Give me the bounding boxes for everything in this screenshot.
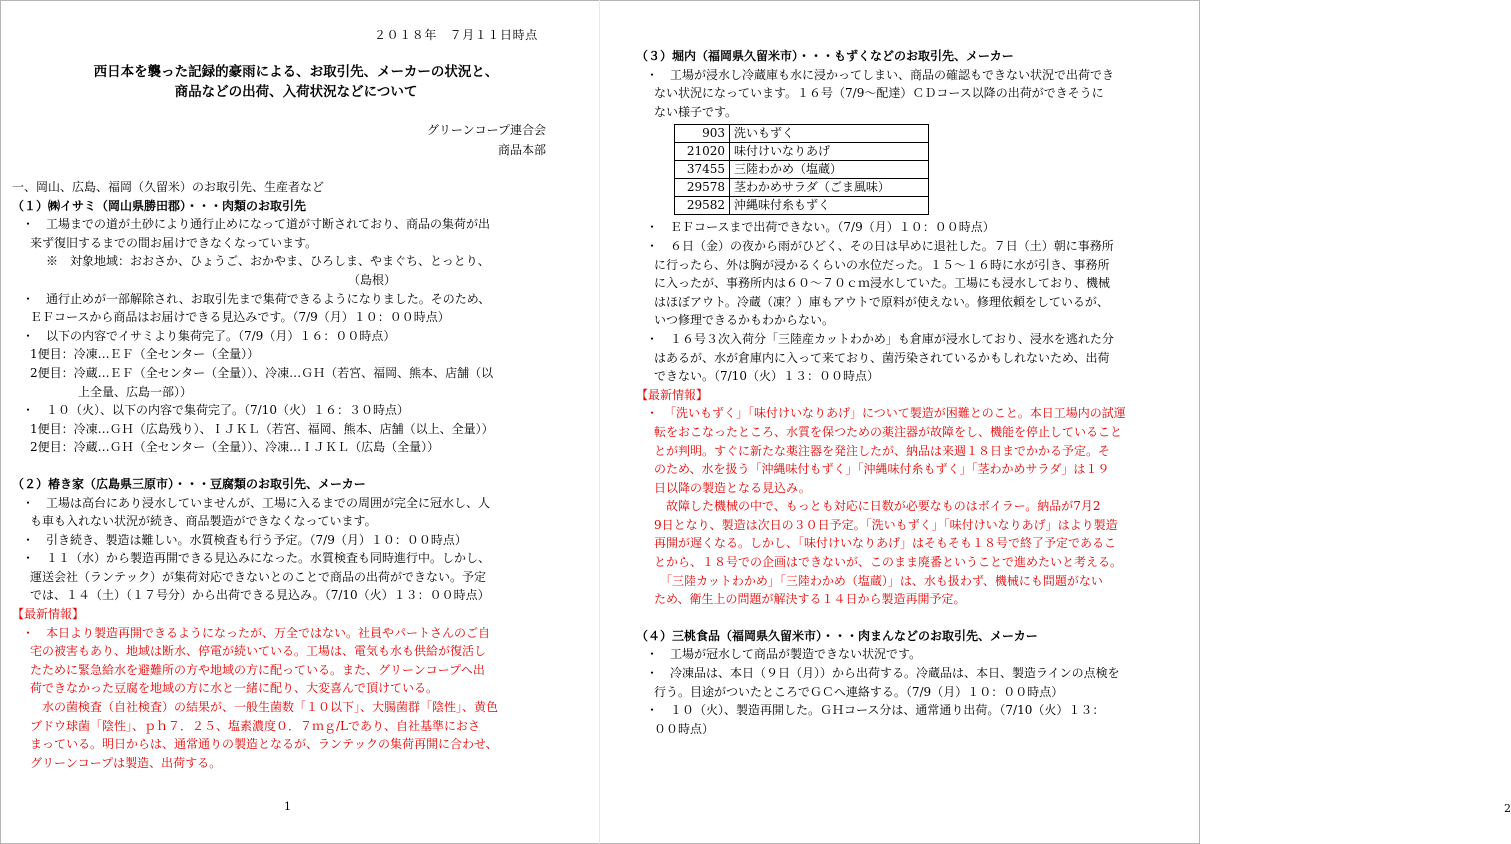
text-line: はほぼアウト。冷蔵（凍？）庫もアウトで原料が使えない。修理依頼をしているが、 <box>654 294 1109 309</box>
text-line: ＥＦコースから商品はお届けできる見込みです。（7/9（月）１０：００時点） <box>30 310 450 325</box>
spacer <box>12 457 582 475</box>
product-code: 903 <box>675 125 730 143</box>
text-line: ・ ６日（金）の夜から雨がひどく、その日は早めに退社した。７日（土）朝に事務所 <box>646 238 1114 253</box>
text-line: ・ 工場が冠水して商品が製造できない状況です。 <box>646 647 922 662</box>
text-line: とが判明。すぐに新たな薬注器を発注したが、納品は来週１８日までかかる予定。そ <box>654 443 1111 458</box>
product-table <box>674 124 929 215</box>
text-line: では、１４（土）（１７号分）から出荷できる見込み。（7/10（火）１３：００時点） <box>30 588 490 603</box>
text-line: （２）椿き家（広島県三原市）・・・豆腐類のお取引先、メーカー <box>12 476 366 491</box>
text-line: 行う。目途がついたところでＧＣへ連絡する。（7/9（月）１０：００時点） <box>654 684 1064 699</box>
text-line: ・ 本日より製造再開できるようになったが、万全ではない。社員やパートさんのご自 <box>22 625 491 640</box>
text-line: 上全量、広島一部）） <box>30 384 193 399</box>
text-line: ・ 工場が浸水し冷蔵庫も水に浸かってしまい、商品の確認もできない状況で出荷でき <box>646 67 1115 82</box>
product-name: 茎わかめサラダ（ごま風味） <box>730 179 929 197</box>
text-line: 1便目：冷凍…ＧＨ（広島残り）、ＩＪＫＬ（若宮、福岡、熊本、店舗（以上、全量）） <box>30 421 494 436</box>
title-line-1: 西日本を襲った記録的豪雨による、お取引先、メーカーの状況と、 <box>93 64 499 80</box>
page-number: 2 <box>1504 802 1511 815</box>
product-name: 三陸わかめ（塩蔵） <box>730 161 929 179</box>
text-line: のため、水を扱う「沖縄味付もずく」「沖縄味付糸もずく」「茎わかめサラダ」は１９ <box>654 462 1110 477</box>
page-2-lines <box>636 218 1176 738</box>
organization <box>427 120 546 160</box>
text-line: に入ったが、事務所内は６０～７０ｃｍ浸水していた。工場にも浸水しており、機械 <box>654 276 1111 291</box>
text-line: ・ 「洗いもずく」「味付けいなりあげ」について製造が困難とのこと。本日工場内の試運 <box>646 406 1126 421</box>
text-line: ・ 工場までの道が土砂により通行止めになって道が寸断されており、商品の集荷が出 <box>22 217 491 232</box>
text-line: ・ ＥＦコースまで出荷できない。（7/9（月）１０：００時点） <box>646 220 995 235</box>
text-line: ・ 工場は高台にあり浸水していませんが、工場に入るまでの周囲が完全に冠水し、人 <box>22 495 491 510</box>
text-line: に行ったら、外は胸が浸かるくらいの水位だった。１５～１６時に水が引き、事務所 <box>654 257 1110 272</box>
organization-name: グリーンコープ連合会 <box>426 123 546 137</box>
text-line: 故障した機械の中で、もっとも対応に日数が必要なものはボイラー。納品が7月2 <box>654 499 1101 514</box>
text-line: （３）堀内（福岡県久留米市）・・・もずくなどのお取引先、メーカー <box>636 49 1014 63</box>
text-line: できない。（7/10（火）１３：００時点） <box>654 369 879 384</box>
text-line: （１）㈱イサミ（岡山県勝田郡）・・・肉類のお取引先 <box>12 198 307 213</box>
table-row <box>675 125 929 143</box>
text-line: ・ １１（水）から製造再開できる見込みになった。水質検査も同時進行中。しかし、 <box>22 551 491 566</box>
spacer <box>636 609 1176 627</box>
text-line: ない様子です。 <box>654 104 738 119</box>
text-line: 荷できなかった豆腐を地域の方に水と一緒に配り、大変喜んで頂けている。 <box>30 681 439 696</box>
text-line: ・ １０（火）、製造再開した。ＧＨコース分は、通常通り出荷。（7/10（火）１３： <box>646 703 1105 718</box>
text-line: 一、岡山、広島、福岡（久留米）のお取引先、生産者など <box>12 180 325 194</box>
text-line: 水の菌検査（自社検査）の結果が、一般生菌数「１０以下」、大腸菌群「陰性」、黄色 <box>30 700 499 715</box>
text-line: 1便目：冷凍…ＥＦ（全センター（全量）） <box>30 347 260 362</box>
text-line: まっている。明日からは、通常通りの製造となるが、ランテックの集荷再開に合わせ、 <box>30 737 498 752</box>
text-line: ・ 引き続き、製造は難しい。水質検査も行う予定。（7/9（月）１０：００時点） <box>22 532 467 547</box>
text-line: も車も入れない状況が続き、商品製造ができなくなっています。 <box>30 514 377 529</box>
product-code: 37455 <box>675 161 730 179</box>
text-line: 【最新情報】 <box>12 607 85 622</box>
text-line: ・ １０（火）、以下の内容で集荷完了。（7/10（火）１６：３０時点） <box>22 403 409 418</box>
text-line: ・ １６号３次入荷分「三陸産カットわかめ」も倉庫が浸水しており、浸水を逃れた分 <box>646 331 1114 346</box>
text-line: グリーンコープは製造、出荷する。 <box>30 755 222 770</box>
page-1 <box>0 0 600 844</box>
text-line: ００時点） <box>654 721 715 736</box>
table-row <box>675 179 929 197</box>
text-line: はあるが、水が倉庫内に入って来ており、菌汚染されているかもしれないため、出荷 <box>654 350 1110 365</box>
document-title <box>46 62 546 102</box>
product-code: 29578 <box>675 179 730 197</box>
product-code: 29582 <box>675 197 730 215</box>
text-line: ない状況になっています。１６号（7/9～配達）ＣＤコース以降の出荷ができそうに <box>654 86 1104 101</box>
text-line: 運送会社（ランテック）が集荷対応できないとのことで商品の出荷ができない。予定 <box>30 569 487 584</box>
text-line: 【最新情報】 <box>636 387 709 402</box>
page-2-body <box>636 47 1176 738</box>
section-3-intro <box>636 47 1176 121</box>
text-line: たために緊急給水を避難所の方や地域の方に配っている。また、グリーンコープへ出 <box>30 662 485 677</box>
text-line: いつ修理できるかもわからない。 <box>654 313 835 328</box>
text-line: ・ 通行止めが一部解除され、お取引先まで集荷できるようになりました。そのため、 <box>22 291 491 306</box>
text-line: 再開が遅くなる。しかし、「味付けいなりあげ」はそもそも１８号で終了予定であるこ <box>654 536 1117 551</box>
text-line: 日以降の製造となる見込み。 <box>654 480 811 495</box>
text-line: 「三陸カットわかめ」「三陸わかめ（塩蔵）」は、水も扱わず、機械にも問題がない <box>654 573 1103 588</box>
text-line: ・ 冷凍品は、本日（９日（月））から出荷する。冷蔵品は、本日、製造ラインの点検を <box>646 666 1120 681</box>
text-line: ため、衛生上の問題が解決する１４日から製造再開予定。 <box>654 592 966 607</box>
report-date: ２０１８年 ７月１１日時点 <box>374 28 538 42</box>
table-row <box>675 161 929 179</box>
product-name: 味付けいなりあげ <box>730 143 929 161</box>
text-line: （４）三桃食品（福岡県久留米市）・・・肉まんなどのお取引先、メーカー <box>636 628 1038 643</box>
page-1-body <box>12 178 582 772</box>
text-line: ※ 対象地域：おおさか、ひょうご、おかやま、ひろしま、やまぐち、とっとり、 <box>46 254 490 269</box>
department-name: 商品本部 <box>497 143 546 157</box>
text-line: 宅の被害もあり、地域は断水、停電が続いている。工場は、電気も水も供給が復活し <box>30 644 487 659</box>
text-line: （島根） <box>30 272 397 287</box>
text-line: 9日となり、製造は次日の３０日予定。「洗いもずく」「味付けいなりあげ」はより製造 <box>654 517 1118 532</box>
text-line: 2便目：冷蔵…ＧＨ（全センター（全量））、冷凍…ＩＪＫＬ（広島（全量）） <box>30 440 440 455</box>
text-line: ブドウ球菌「陰性」、ｐｈ７．２５、塩素濃度０．７ｍｇ/Lであり、自社基準におさ <box>30 718 481 733</box>
table-row <box>675 143 929 161</box>
text-line: 転をおこなったところ、水質を保つための薬注器が故障をし、機能を停止していること <box>654 424 1123 439</box>
page-number: 1 <box>284 800 291 813</box>
text-line: 来ず復旧するまでの間お届けできなくなっています。 <box>30 235 318 250</box>
page-2 <box>600 0 1511 844</box>
product-code: 21020 <box>675 143 730 161</box>
text-line: 2便目：冷蔵…ＥＦ（全センター（全量））、冷凍…ＧＨ（若宮、福岡、熊本、店舗（以 <box>30 365 494 380</box>
text-line: とから、１８号での企画はできないが、このまま廃番ということで進めたいと考える。 <box>654 555 1123 570</box>
product-name: 沖縄味付糸もずく <box>730 197 929 215</box>
text-line: ・ 以下の内容でイサミより集荷完了。（7/9（月）１６：００時点） <box>22 328 396 343</box>
table-row <box>675 197 929 215</box>
product-name: 洗いもずく <box>730 125 929 143</box>
title-line-2: 商品などの出荷、入荷状況などについて <box>174 84 418 100</box>
